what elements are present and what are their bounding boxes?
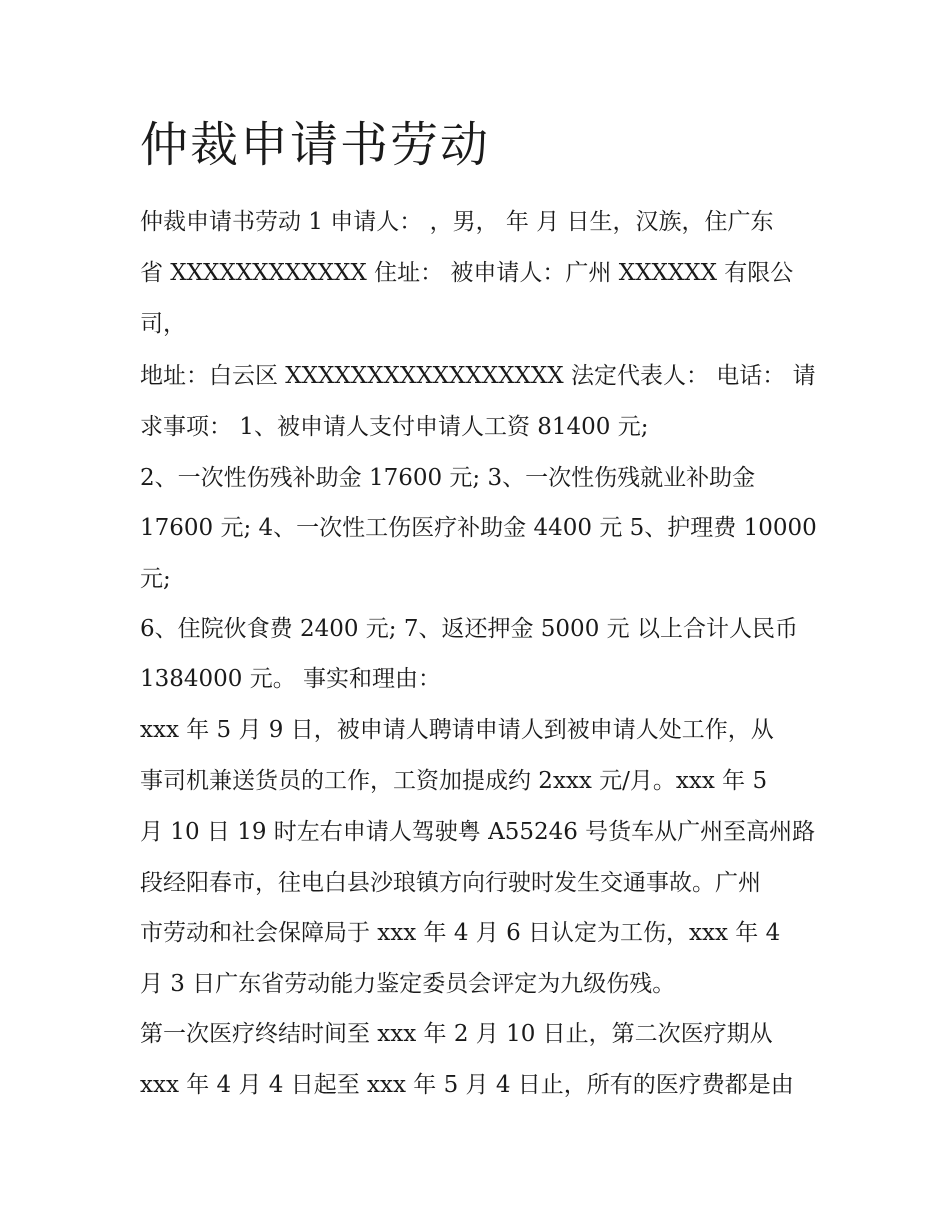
body-line: 仲裁申请书劳动 1 申请人： ，男， 年 月 日生，汉族，住广东 [140,209,774,235]
body-line: 段经阳春市，往电白县沙琅镇方向行驶时发生交通事故。广州 [140,870,761,896]
document-title: 仲裁申请书劳动 [140,117,491,173]
body-line: 月 10 日 19 时左右申请人驾驶粤 A55246 号货车从广州至高州路 [140,819,816,845]
body-line: 第一次医疗终结时间至 xxx 年 2 月 10 日止，第二次医疗期从 [140,1021,773,1047]
body-line: 月 3 日广东省劳动能力鉴定委员会评定为九级伤残。 [140,971,676,997]
body-line: 2、一次性伤残补助金 17600 元; 3、一次性伤残就业补助金 [140,465,756,491]
body-line: 事司机兼送货员的工作，工资加提成约 2xxx 元/月。xxx 年 5 [140,768,768,794]
body-line: 6、住院伙食费 2400 元; 7、返还押金 5000 元 以上合计人民币 [140,616,798,642]
body-line: xxx 年 5 月 9 日，被申请人聘请申请人到被申请人处工作，从 [140,717,774,743]
body-line: 求事项： 1、被申请人支付申请人工资 81400 元; [140,414,649,440]
body-line: 省 XXXXXXXXXXXX 住址： 被申请人：广州 XXXXXX 有限公 [140,260,794,286]
body-line: 1384000 元。 事实和理由： [140,666,442,692]
body-line: 地址：白云区 XXXXXXXXXXXXXXXXX 法定代表人： 电话： 请 [140,363,816,389]
body-line: 元; [140,566,171,592]
body-line: 司， [140,311,186,337]
body-line: xxx 年 4 月 4 日起至 xxx 年 5 月 4 日止，所有的医疗费都是由 [140,1072,794,1098]
body-line: 17600 元; 4、一次性工伤医疗补助金 4400 元 5、护理费 10000 [140,515,817,541]
body-line: 市劳动和社会保障局于 xxx 年 4 月 6 日认定为工伤，xxx 年 4 [140,920,781,946]
